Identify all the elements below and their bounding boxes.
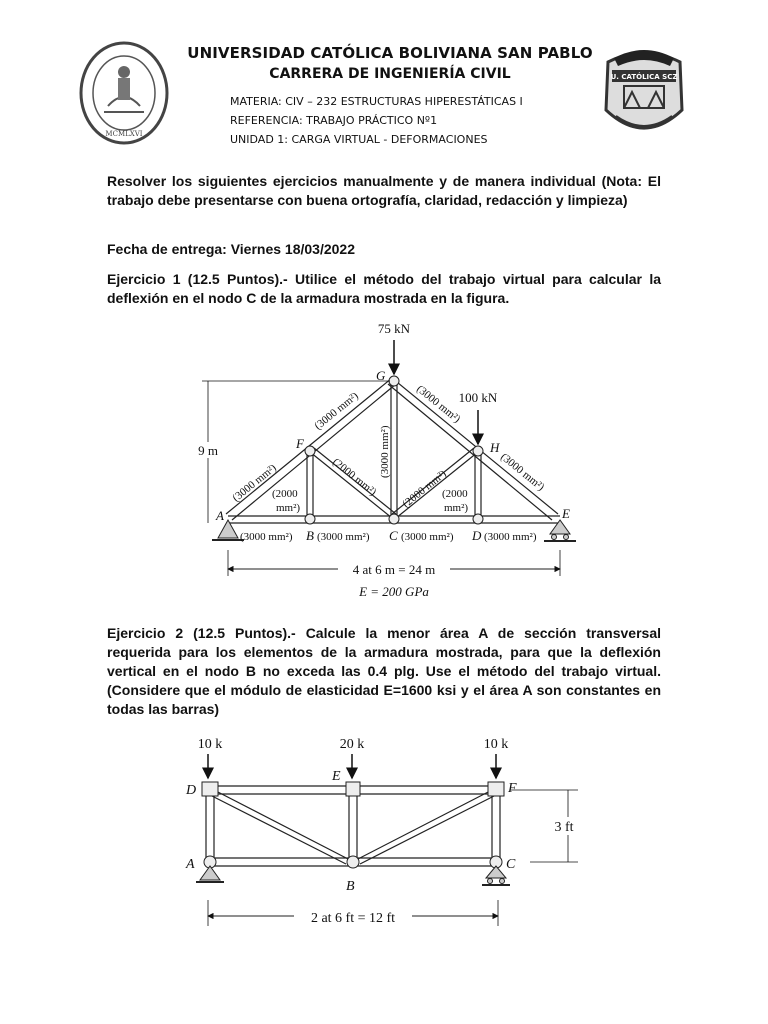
node-label-b2: B bbox=[346, 879, 355, 894]
area-label-he: (3000 mm²) bbox=[498, 451, 547, 494]
exercise-1-truss-figure bbox=[180, 318, 600, 608]
area-label-fg: (3000 mm²) bbox=[312, 389, 361, 433]
load-f-label: 10 k bbox=[483, 737, 509, 752]
area-label-de: (3000 mm²) bbox=[484, 531, 537, 543]
exercise-2-statement: Ejercicio 2 (12.5 Puntos).- Calcule la menor área A de sección transversal requerida para los elementos de la armadura mostrada, para que la deflexión vertical en el nodo B no exceda las 0.4 plg. Use el método del trabajo virtual. (Considere que el módulo de elasticidad E=1600 ksi y el área A son constantes en todas las barras) bbox=[107, 625, 661, 717]
modulus-label: E = 200 GPa bbox=[359, 584, 429, 599]
area-label-hd-top: (2000 bbox=[442, 488, 468, 500]
area-label-bc: (3000 mm²) bbox=[317, 531, 370, 543]
seal-year: MCMLXVI bbox=[105, 130, 143, 138]
exercise-2-truss-figure bbox=[180, 730, 600, 930]
node-label-g: G bbox=[376, 368, 386, 383]
node-label-h: H bbox=[490, 440, 500, 455]
node-label-d2: D bbox=[186, 783, 197, 798]
area-label-cd: (3000 mm²) bbox=[401, 531, 454, 543]
area-label-fb-bottom: mm²) bbox=[276, 502, 301, 514]
node-label-c: C bbox=[389, 528, 398, 543]
load-g-label: 75 kN bbox=[377, 321, 411, 336]
load-h-label: 100 kN bbox=[458, 390, 498, 405]
node-label-e: E bbox=[562, 506, 570, 521]
load-d-label: 10 k bbox=[197, 737, 223, 752]
area-label-ab: (3000 mm²) bbox=[240, 531, 293, 543]
node-label-f: F bbox=[296, 436, 304, 451]
exercise-1-statement: Ejercicio 1 (12.5 Puntos).- Utilice el método del trabajo virtual para calcular la deflexión en el nodo C de la armadura mostrada en la figura. bbox=[107, 271, 661, 306]
engineering-shield-logo bbox=[598, 40, 690, 146]
load-e-label: 20 k bbox=[339, 737, 365, 752]
span-label-2: 2 at 6 ft = 12 ft bbox=[310, 911, 396, 926]
area-label-gc: (3000 mm²) bbox=[379, 425, 391, 478]
node-label-a2: A bbox=[186, 857, 195, 872]
subject-line: MATERIA: CIV – 232 ESTRUCTURAS HIPERESTÁTICAS I bbox=[230, 95, 523, 108]
university-name: UNIVERSIDAD CATÓLICA BOLIVIANA SAN PABLO bbox=[187, 44, 593, 62]
height-label: 9 m bbox=[198, 443, 218, 458]
height-label-2: 3 ft bbox=[554, 820, 574, 835]
area-label-hc: (2000 mm²) bbox=[400, 467, 449, 511]
node-label-c2: C bbox=[506, 857, 516, 872]
document-header bbox=[180, 44, 600, 82]
area-label-af: (3000 mm²) bbox=[230, 461, 279, 505]
area-label-gh: (3000 mm²) bbox=[414, 383, 463, 426]
area-label-fc: (2000 mm²) bbox=[330, 456, 379, 499]
instructions-paragraph: Resolver los siguientes ejercicios manualmente y de manera individual (Nota: El trabajo debe presentarse con buena ortografía, claridad, redacción y limpieza) bbox=[107, 173, 661, 208]
unit-line: UNIDAD 1: CARGA VIRTUAL - DEFORMACIONES bbox=[230, 133, 488, 146]
node-label-e2: E bbox=[332, 769, 341, 784]
shield-band-text: U. CATÓLICA SCZ bbox=[610, 73, 678, 81]
node-label-a: A bbox=[216, 508, 224, 523]
truss-2-members bbox=[206, 786, 500, 866]
reference-line: REFERENCIA: TRABAJO PRÁCTICO Nº1 bbox=[230, 114, 438, 127]
career-name: CARRERA DE INGENIERÍA CIVIL bbox=[269, 66, 511, 82]
pin-support-a2 bbox=[196, 866, 224, 882]
due-date: Fecha de entrega: Viernes 18/03/2022 bbox=[107, 241, 355, 257]
node-label-b: B bbox=[306, 528, 314, 543]
node-label-f2: F bbox=[508, 781, 517, 796]
node-label-d: D bbox=[472, 528, 482, 543]
area-label-fb-top: (2000 bbox=[272, 488, 298, 500]
span-label: 4 at 6 m = 24 m bbox=[352, 562, 436, 577]
course-meta bbox=[230, 92, 523, 149]
truss-2-joints bbox=[202, 782, 504, 868]
area-label-hd-bottom: mm²) bbox=[444, 502, 469, 514]
university-seal-logo bbox=[78, 40, 170, 146]
